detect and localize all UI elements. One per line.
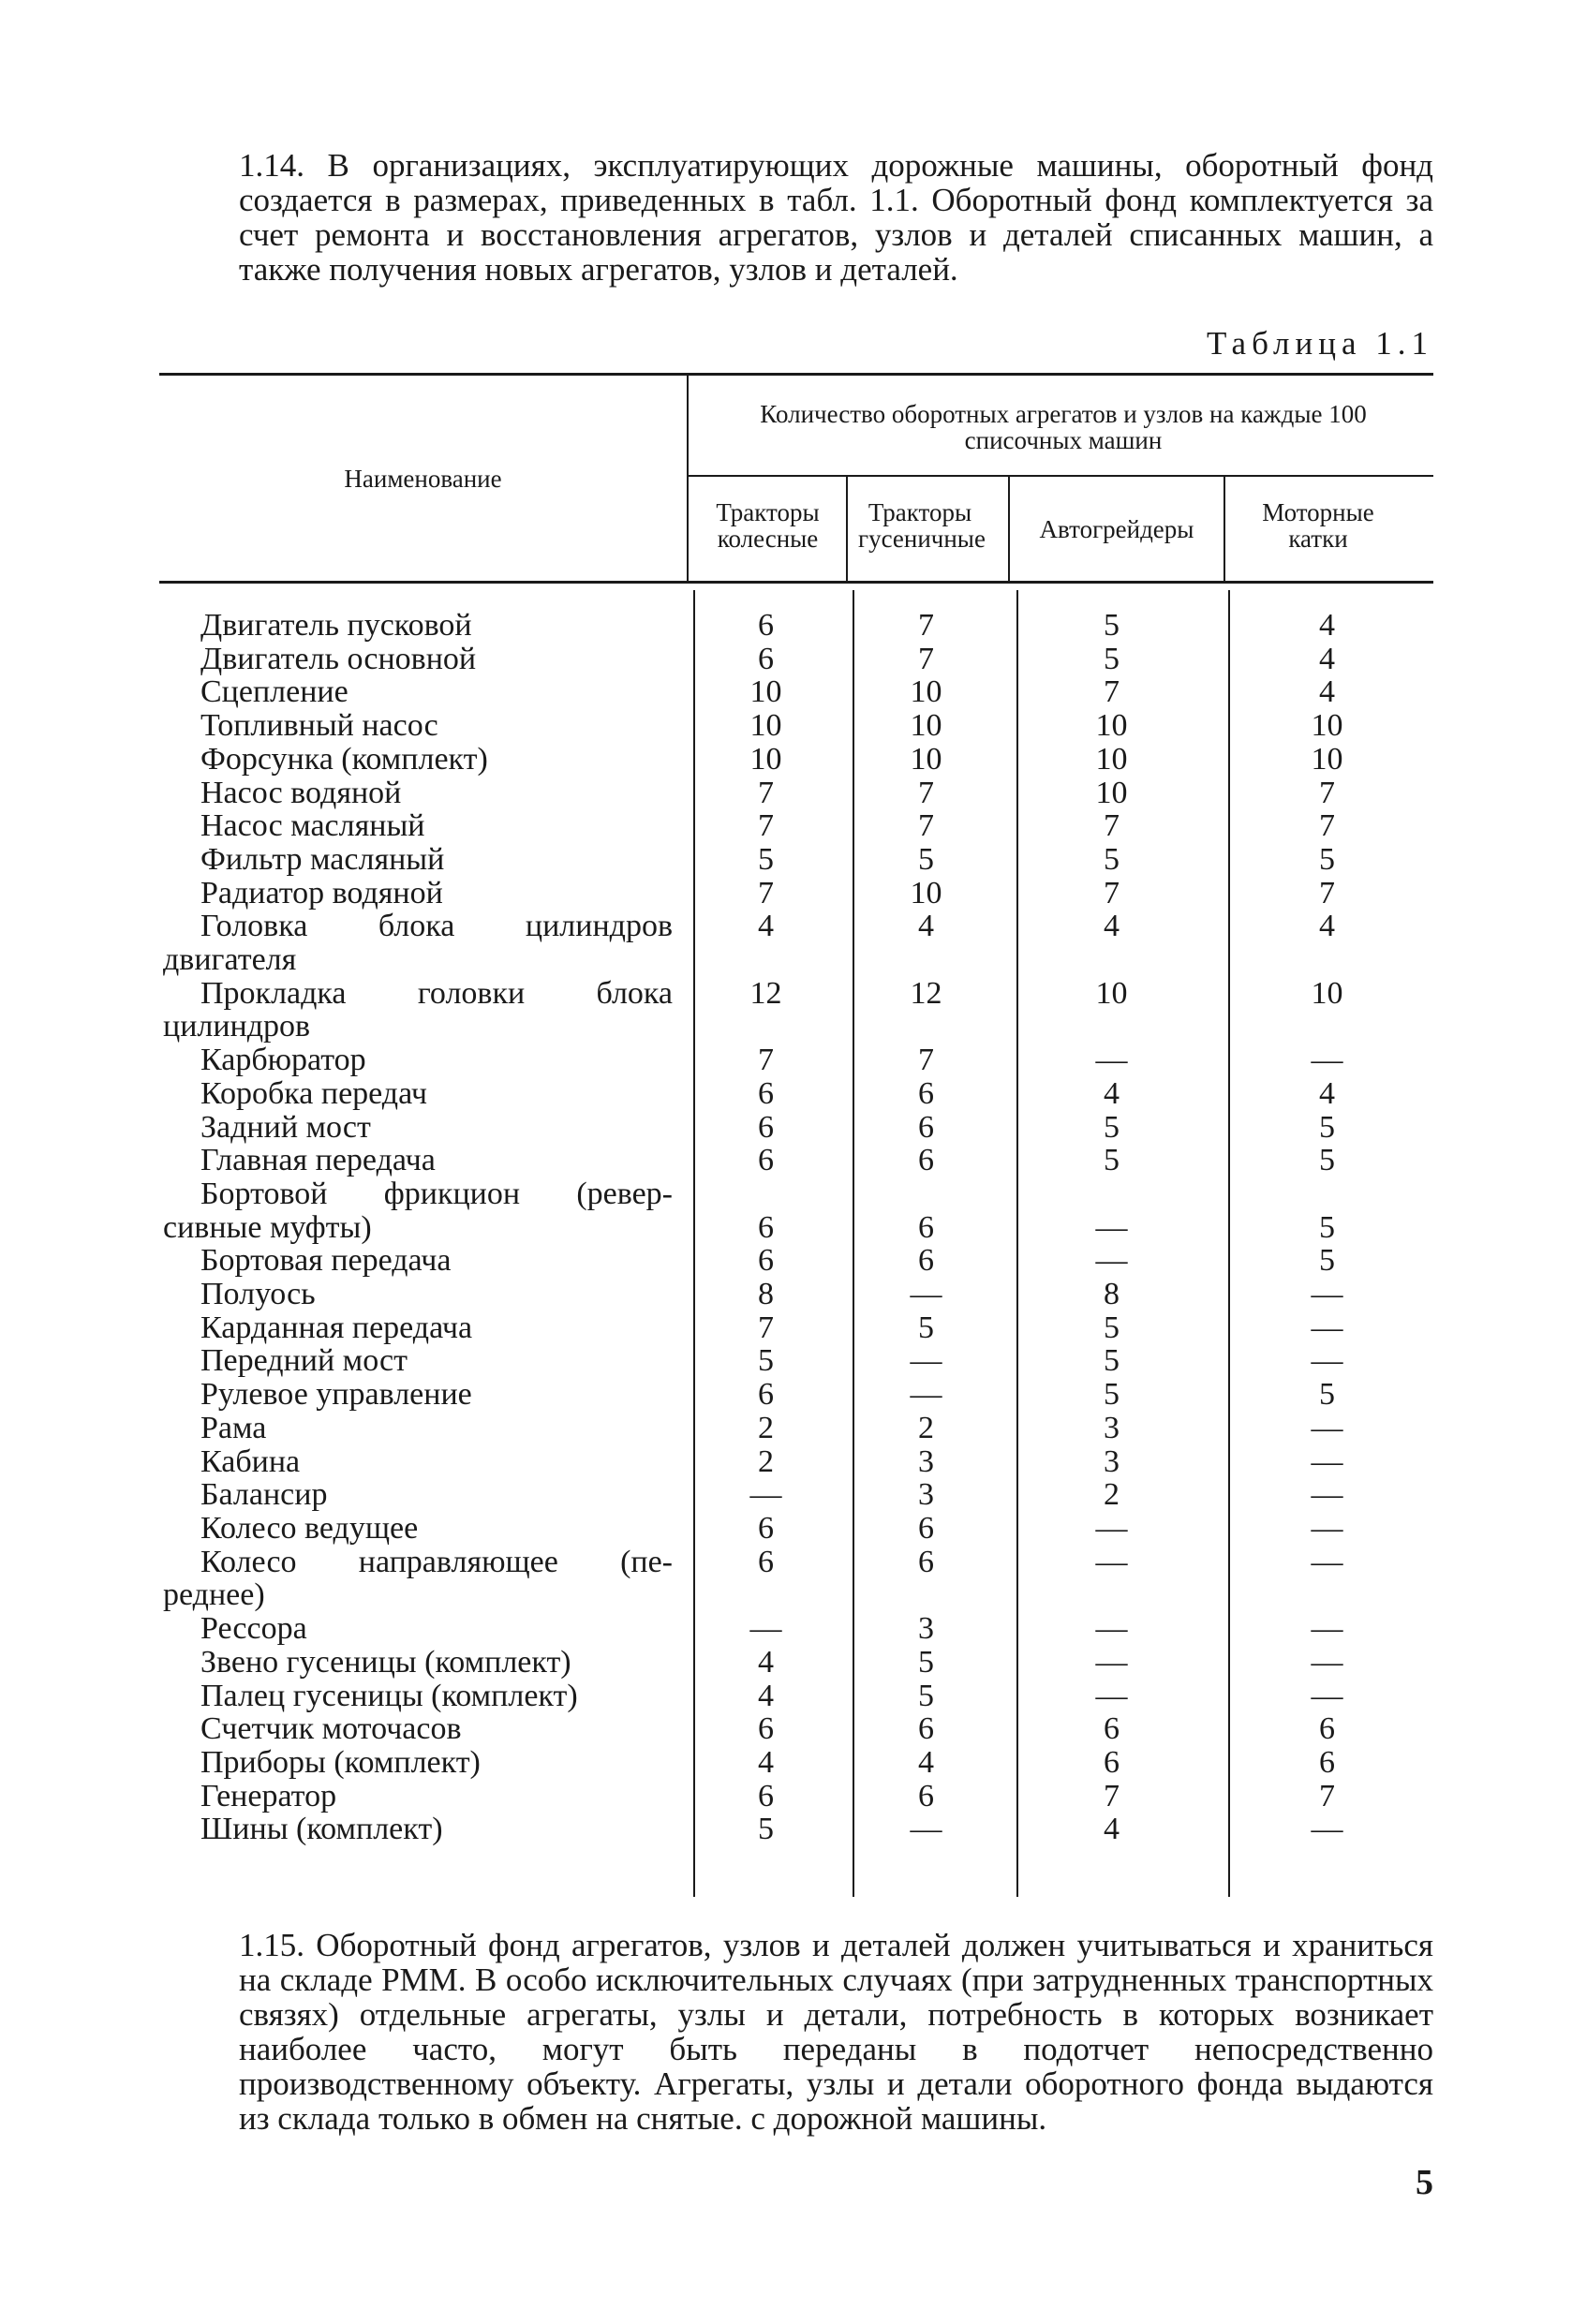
table-row [159, 609, 1437, 643]
row-value-col-3: 5 [1104, 1310, 1120, 1345]
table-row [159, 777, 1437, 810]
row-name-continuation: двигателя [163, 942, 297, 978]
row-value-col-1: 8 [758, 1277, 774, 1312]
row-name-text: Головка блока цилиндров [200, 909, 673, 944]
row-name-continuation: реднее) [163, 1577, 265, 1613]
paragraph-1-14 [164, 148, 1433, 287]
table-row [159, 1813, 1437, 1846]
row-value-col-3: — [1095, 1544, 1128, 1579]
row-value-col-4: 5 [1319, 1243, 1335, 1279]
row-value-col-2: 5 [918, 1310, 934, 1345]
row-value-col-1: 6 [758, 1243, 774, 1279]
row-value-col-1: 6 [758, 1143, 774, 1178]
table-row [159, 1712, 1437, 1746]
value-spacer [1217, 1177, 1437, 1211]
row-value-col-1: 10 [749, 708, 782, 744]
row-value-col-1: 7 [758, 1043, 774, 1078]
row-value-col-1: 6 [758, 641, 774, 676]
row-value-col-3: — [1095, 1644, 1128, 1680]
row-name [159, 910, 686, 976]
row-value-col-4: 4 [1319, 674, 1335, 710]
row-value-col-2: 7 [918, 641, 934, 676]
row-value-col-4: 10 [1311, 708, 1343, 744]
table-row [159, 1680, 1437, 1713]
row-name [159, 1813, 686, 1846]
row-value-col-1: — [749, 1477, 782, 1513]
row-value-col-1: 2 [758, 1410, 774, 1445]
row-name [159, 1077, 686, 1111]
row-value-col-1: 6 [758, 608, 774, 643]
table-row [159, 1478, 1437, 1512]
row-value-col-3: 7 [1104, 808, 1120, 844]
row-value-col-1: 6 [758, 1377, 774, 1413]
row-value-col-4: — [1311, 1310, 1343, 1345]
row-value-col-4: — [1311, 1043, 1343, 1078]
row-value-col-1: 6 [758, 1109, 774, 1145]
row-name-text: Бортовая передача [200, 1243, 452, 1279]
row-value-col-3: 10 [1095, 775, 1128, 810]
row-value-col-1: 7 [758, 808, 774, 844]
table-row [159, 809, 1437, 843]
paragraph-1-14-text: 1.14. В организациях, эксплуатирующих дорожные машины, оборотный фонд создается в размерах, приведенных в табл. 1.1. Оборотный фонд комплектуется за счет ремонта и восстановления агрегатов, узлов и деталей списанных машин, а также получения новых агрегатов, узлов и деталей. [239, 147, 1433, 288]
table-row [159, 1111, 1437, 1145]
table-row [159, 843, 1437, 877]
row-value-col-2: 4 [918, 909, 934, 944]
row-value-col-2: — [910, 1277, 942, 1312]
row-name [159, 675, 686, 709]
row-name [159, 1344, 686, 1378]
row-value-col-3: 2 [1104, 1477, 1120, 1513]
row-name-text: Карданная передача [200, 1310, 473, 1345]
row-value-col-3: 8 [1104, 1277, 1120, 1312]
value-text: — [1095, 1209, 1128, 1245]
row-value-col-1: 5 [758, 1343, 774, 1379]
row-value-col-4: — [1311, 1678, 1343, 1713]
row-name [159, 1712, 686, 1746]
row-value-col-2: 10 [910, 741, 942, 777]
row-value-col-1: 12 [749, 975, 782, 1011]
row-value-col-1 [686, 1177, 846, 1244]
table-row [159, 1311, 1437, 1345]
row-name-text: Сцепление [200, 674, 349, 710]
table-row [159, 643, 1437, 676]
table-caption: Таблица 1.1 [1207, 325, 1433, 362]
row-value-col-3: — [1095, 1243, 1128, 1279]
row-value-col-4: 4 [1319, 608, 1335, 643]
value-text: 6 [918, 1209, 934, 1245]
column-header-motor-rollers: Моторные катки [1262, 498, 1374, 553]
row-name-text: Насос водяной [200, 775, 402, 810]
row-value-col-4: — [1311, 1544, 1343, 1579]
row-value-col-3: 10 [1095, 741, 1128, 777]
row-name-text: Коробка передач [200, 1075, 427, 1111]
row-value-col-1: 4 [758, 909, 774, 944]
row-value-col-3: 7 [1104, 1778, 1120, 1813]
row-name [159, 1680, 686, 1713]
table-row [159, 1612, 1437, 1646]
row-value-col-4: — [1311, 1477, 1343, 1513]
table-row [159, 1278, 1437, 1311]
row-value-col-1: 7 [758, 1310, 774, 1345]
row-name [159, 843, 686, 877]
row-value-col-1: 6 [758, 1711, 774, 1747]
row-value-col-3: 5 [1104, 1143, 1120, 1178]
value-spacer [1006, 1177, 1217, 1211]
row-name-text: Приборы (комплект) [200, 1744, 481, 1780]
row-value-col-4: 7 [1319, 1778, 1335, 1813]
row-value-col-2: 6 [918, 1143, 934, 1178]
row-value-col-4: 10 [1311, 741, 1343, 777]
row-name-text: Кабина [200, 1443, 301, 1479]
row-value-col-3: — [1095, 1678, 1128, 1713]
row-name [159, 1378, 686, 1412]
row-value-col-2: 6 [918, 1243, 934, 1279]
row-value-col-3: 5 [1104, 1109, 1120, 1145]
row-name [159, 1780, 686, 1813]
row-value-col-2: 6 [918, 1109, 934, 1145]
row-name-text: Рама [200, 1410, 267, 1445]
row-value-col-2: 6 [918, 1510, 934, 1546]
row-name-text: Фильтр масляный [200, 841, 445, 877]
row-name [159, 809, 686, 843]
aggregate-fund-table [159, 609, 1437, 1846]
row-value-col-4: 7 [1319, 875, 1335, 910]
table-row [159, 1044, 1437, 1077]
group-column-header: Количество оборотных агрегатов и узлов на каждые 100 списочных машин [760, 400, 1367, 454]
row-value-col-2 [846, 1177, 1006, 1244]
row-name-text: Бортовой фрикцион (ревер- [200, 1176, 673, 1211]
row-value-col-3: 5 [1104, 1343, 1120, 1379]
row-name-text: Передний мост [200, 1343, 408, 1379]
table-row [159, 709, 1437, 743]
row-value-col-4: 4 [1319, 909, 1335, 944]
row-name [159, 1746, 686, 1780]
table-row [159, 1177, 1437, 1244]
row-value-col-2: 5 [918, 1644, 934, 1680]
row-value-col-2: — [910, 1343, 942, 1379]
row-name [159, 1646, 686, 1680]
row-value-col-3: — [1095, 1510, 1128, 1546]
row-value-col-2: 7 [918, 608, 934, 643]
row-value-col-3: 10 [1095, 708, 1128, 744]
row-value-col-3: 4 [1104, 909, 1120, 944]
row-value-col-2: 10 [910, 875, 942, 910]
row-value-col-3: — [1095, 1043, 1128, 1078]
row-name-text: Насос масляный [200, 808, 425, 844]
row-value-col-4: — [1311, 1277, 1343, 1312]
row-value-col-3: 7 [1104, 674, 1120, 710]
row-value-col-1: 7 [758, 875, 774, 910]
row-name-text: Колесо направляющее (пе- [200, 1544, 673, 1579]
row-name [159, 1311, 686, 1345]
table-row [159, 1344, 1437, 1378]
row-value-col-1: 5 [758, 841, 774, 877]
row-value-col-3: 7 [1104, 875, 1120, 910]
row-name [159, 743, 686, 777]
row-value-col-3: 5 [1104, 608, 1120, 643]
row-value-col-4: 4 [1319, 1075, 1335, 1111]
row-name-text: Двигатель основной [200, 641, 477, 676]
table-row [159, 1746, 1437, 1780]
row-name-text: Рессора [200, 1611, 307, 1647]
row-value-col-2: 5 [918, 1678, 934, 1713]
row-value-col-1: 4 [758, 1644, 774, 1680]
row-name [159, 777, 686, 810]
row-value-col-2: 12 [910, 975, 942, 1011]
row-name-text: Рулевое управление [200, 1377, 472, 1413]
row-value-col-4: 5 [1319, 1377, 1335, 1413]
row-value-col-3: 5 [1104, 641, 1120, 676]
row-value-col-2: 10 [910, 708, 942, 744]
row-value-col-4: — [1311, 1510, 1343, 1546]
row-name [159, 1278, 686, 1311]
row-value-col-4: 5 [1319, 841, 1335, 877]
row-value-col-2: 7 [918, 808, 934, 844]
table-row [159, 1512, 1437, 1546]
row-value-col-1: 2 [758, 1443, 774, 1479]
row-value-col-1: 4 [758, 1678, 774, 1713]
row-value-col-3: 4 [1104, 1075, 1120, 1111]
table-row [159, 910, 1437, 976]
row-name [159, 1512, 686, 1546]
table-row [159, 1244, 1437, 1278]
row-value-col-4: 6 [1319, 1711, 1335, 1747]
row-name [159, 1546, 686, 1612]
row-value-col-2: 3 [918, 1611, 934, 1647]
row-value-col-4: 6 [1319, 1744, 1335, 1780]
row-value-col-2: 7 [918, 775, 934, 810]
row-name-text: Звено гусеницы (комплект) [200, 1644, 571, 1680]
value-text: 6 [758, 1209, 774, 1245]
header-vline-3 [1008, 477, 1010, 581]
column-header-wheeled-tractors: Тракторы колесные [716, 498, 820, 553]
row-value-col-4: 7 [1319, 808, 1335, 844]
table-top-rule [159, 373, 1433, 376]
value-text: 5 [1319, 1209, 1335, 1245]
row-name-text: Генератор [200, 1778, 337, 1813]
row-name [159, 977, 686, 1044]
row-name-text: Двигатель пусковой [200, 608, 472, 643]
row-name-text: Прокладка головки блока [200, 975, 673, 1011]
row-value-col-3: 10 [1095, 975, 1128, 1011]
row-name [159, 643, 686, 676]
row-name [159, 1412, 686, 1445]
row-name-text: Колесо ведущее [200, 1510, 419, 1546]
table-row [159, 1378, 1437, 1412]
column-header-motor-graders: Автогрейдеры [1039, 515, 1194, 543]
table-row [159, 1780, 1437, 1813]
row-value-col-4: — [1311, 1611, 1343, 1647]
row-value-col-4: — [1311, 1410, 1343, 1445]
name-column-header: Наименование [344, 465, 502, 493]
row-name-text: Топливный насос [200, 708, 438, 744]
row-value-col-1: 6 [758, 1544, 774, 1579]
column-header-tracked-tractors: Тракторы гусеничные [858, 498, 986, 553]
table-row [159, 1077, 1437, 1111]
row-name-text: Радиатор водяной [200, 875, 443, 910]
table-row [159, 1646, 1437, 1680]
row-name [159, 1044, 686, 1077]
row-name-text: Форсунка (комплект) [200, 741, 488, 777]
row-value-col-3: 4 [1104, 1812, 1120, 1847]
table-row [159, 1445, 1437, 1479]
row-name [159, 1612, 686, 1646]
row-value-col-4: 7 [1319, 775, 1335, 810]
row-value-col-1: 6 [758, 1510, 774, 1546]
row-name [159, 1244, 686, 1278]
row-name [159, 1445, 686, 1479]
row-value-col-2: 4 [918, 1744, 934, 1780]
row-value-col-4: 10 [1311, 975, 1343, 1011]
row-name-text: Карбюратор [200, 1043, 366, 1078]
table-row [159, 1144, 1437, 1177]
row-name-text: Палец гусеницы (комплект) [200, 1678, 578, 1713]
header-vline-2 [846, 477, 848, 581]
header-bottom-rule [159, 581, 1433, 584]
table-row [159, 977, 1437, 1044]
row-name-text: Балансир [200, 1477, 328, 1513]
row-name-text: Счетчик моточасов [200, 1711, 462, 1747]
row-name [159, 1177, 686, 1244]
table-row [159, 675, 1437, 709]
paragraph-1-15-text: 1.15. Оборотный фонд агрегатов, узлов и деталей должен учитываться и храниться на складе РММ. В особо исключительных случаях (при затрудненных транспортных связях) отдельные агрегаты, узлы и детали, потребность в которых возникает наиболее часто, могут быть переданы в подотчет непосредственно производственному объекту. Агрегаты, узлы и детали оборотного фонда выдаются из склада только в обмен на снятые. с дорожной машины. [239, 1927, 1433, 2137]
row-value-col-1: 10 [749, 741, 782, 777]
page-number: 5 [1416, 2163, 1433, 2202]
row-name [159, 1144, 686, 1177]
row-value-col-2: 3 [918, 1443, 934, 1479]
row-value-col-3: 6 [1104, 1744, 1120, 1780]
row-name-text: Главная передача [200, 1143, 436, 1178]
row-value-col-2: 2 [918, 1410, 934, 1445]
row-value-col-2: 6 [918, 1075, 934, 1111]
row-value-col-2: 7 [918, 1043, 934, 1078]
row-value-col-2: 3 [918, 1477, 934, 1513]
row-value-col-4: — [1311, 1812, 1343, 1847]
header-subrule [687, 475, 1433, 477]
row-value-col-2: 6 [918, 1544, 934, 1579]
row-value-col-4: 4 [1319, 641, 1335, 676]
header-vline-4 [1223, 477, 1225, 581]
table-row [159, 877, 1437, 910]
row-value-col-4: — [1311, 1443, 1343, 1479]
row-value-col-2: 6 [918, 1711, 934, 1747]
row-value-col-4 [1217, 1177, 1437, 1244]
paragraph-1-15 [164, 1928, 1433, 2136]
row-name [159, 1111, 686, 1145]
row-value-col-3: 5 [1104, 841, 1120, 877]
row-name-continuation: сивные муфты) [163, 1209, 372, 1245]
row-name-text: Шины (комплект) [200, 1812, 443, 1847]
row-value-col-4: 5 [1319, 1143, 1335, 1178]
table-row [159, 1412, 1437, 1445]
row-value-col-1: 6 [758, 1778, 774, 1813]
row-value-col-2: — [910, 1377, 942, 1413]
row-value-col-3 [1006, 1177, 1217, 1244]
row-name-text: Полуось [200, 1277, 316, 1312]
row-value-col-3: 6 [1104, 1711, 1120, 1747]
row-value-col-3: 3 [1104, 1443, 1120, 1479]
value-spacer [846, 1177, 1006, 1211]
row-name [159, 709, 686, 743]
row-value-col-2: 5 [918, 841, 934, 877]
row-value-col-1: 6 [758, 1075, 774, 1111]
row-value-col-4: 5 [1319, 1109, 1335, 1145]
row-name-continuation: цилиндров [163, 1009, 311, 1044]
row-value-col-2: 6 [918, 1778, 934, 1813]
row-value-col-1: 5 [758, 1812, 774, 1847]
row-name [159, 1478, 686, 1512]
row-value-col-1: — [749, 1611, 782, 1647]
row-name [159, 877, 686, 910]
row-value-col-1: 7 [758, 775, 774, 810]
row-value-col-4: — [1311, 1644, 1343, 1680]
row-value-col-1: 10 [749, 674, 782, 710]
row-value-col-2: — [910, 1812, 942, 1847]
row-value-col-3: 3 [1104, 1410, 1120, 1445]
table-row [159, 1546, 1437, 1612]
row-value-col-4: — [1311, 1343, 1343, 1379]
row-value-col-2: 10 [910, 674, 942, 710]
row-name [159, 609, 686, 643]
value-spacer [686, 1177, 846, 1211]
table-row [159, 743, 1437, 777]
row-value-col-1: 4 [758, 1744, 774, 1780]
row-value-col-3: — [1095, 1611, 1128, 1647]
row-value-col-3: 5 [1104, 1377, 1120, 1413]
header-vline-1 [687, 376, 689, 581]
row-name-text: Задний мост [200, 1109, 371, 1145]
